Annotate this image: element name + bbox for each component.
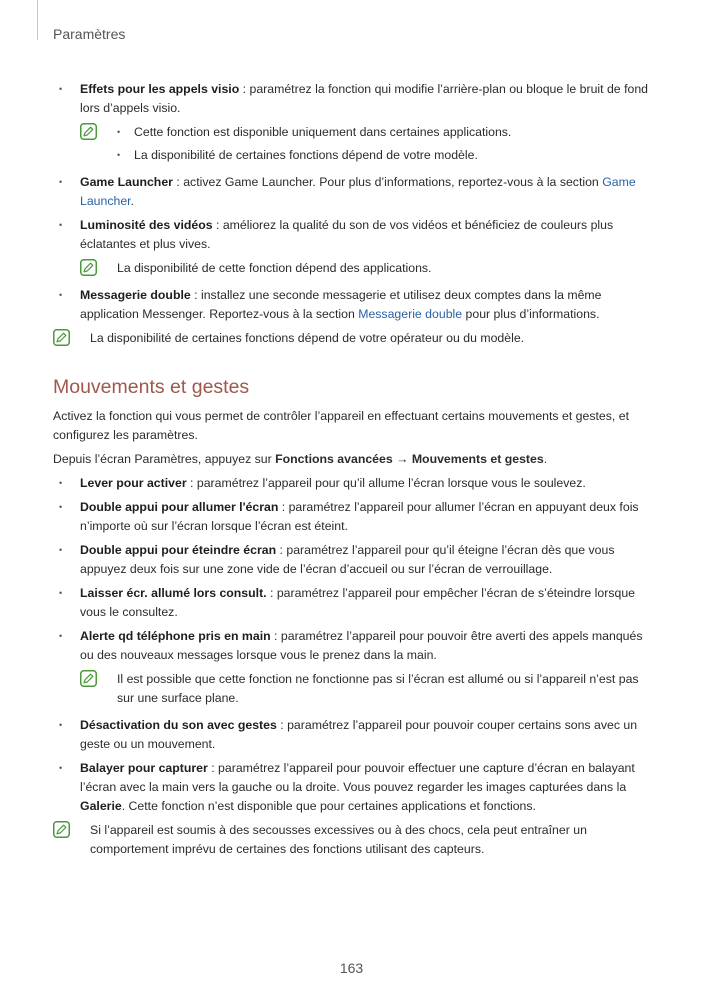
note-pencil-icon	[80, 670, 97, 687]
note-block	[80, 259, 653, 278]
item-title: Effets pour les appels visio	[80, 82, 240, 96]
list-item: • Balayer pour capturer : paramétrez l’appareil pour pouvoir effectuer une capture d’écran en balayant l’écran avec la main vers la gauche ou la droite. Vous pouvez regarder les images capturées dans la Galerie. Cette fonction n’est disponible que pour certaines applications et fonctions.	[53, 759, 653, 816]
list-item: • Double appui pour allumer l'écran : paramétrez l’appareil pour allumer l’écran en appuyant deux fois n’importe où sur l’écran lorsque l’écran est éteint.	[53, 498, 653, 536]
list-item: • Messagerie double : installez une seconde messagerie et utilisez deux comptes dans la même application Messenger. Reportez-vous à la section Messagerie double pour plus d’informations.	[53, 286, 653, 324]
note-text: La disponibilité de cette fonction dépend des applications.	[117, 261, 432, 275]
page-number: 163	[339, 960, 364, 976]
note-item: • La disponibilité de certaines fonctions dépend de votre modèle.	[117, 146, 653, 165]
note-pencil-icon	[80, 259, 97, 276]
item-title: Luminosité des vidéos	[80, 218, 213, 232]
list-item: • Double appui pour éteindre écran : paramétrez l’appareil pour qu’il éteigne l’écran dès que vous appuyez deux fois sur une zone vide de l’écran d’accueil ou sur l’écran de verrouillage.	[53, 541, 653, 579]
note-text: Il est possible que cette fonction ne fonctionne pas si l’écran est allumé ou si l’appareil n’est pas sur une surface plane.	[117, 672, 639, 705]
item-title: Double appui pour éteindre écran	[80, 543, 277, 557]
item-title: Game Launcher	[80, 175, 173, 189]
list-item: • Luminosité des vidéos : améliorez la qualité du son de vos vidéos et bénéficiez de couleurs plus éclatantes et plus vives.	[53, 216, 653, 254]
note-block	[80, 670, 653, 708]
note-block	[80, 123, 653, 165]
list-item: • Désactivation du son avec gestes : paramétrez l’appareil pour pouvoir couper certains sons avec un geste ou un mouvement.	[53, 716, 653, 754]
list-item: • Alerte qd téléphone pris en main : paramétrez l’appareil pour pouvoir être averti des appels manqués ou des nouveaux messages lorsque vous le prenez dans la main.	[53, 627, 653, 665]
page-content	[53, 80, 653, 867]
intro-paragraph: Activez la fonction qui vous permet de contrôler l’appareil en effectuant certains mouvements et gestes, et configurez les paramètres.	[53, 409, 629, 442]
note-pencil-icon	[80, 123, 97, 140]
galerie-label: Galerie	[80, 799, 122, 813]
note-text: Si l’appareil est soumis à des secousses excessives ou à des chocs, cela peut entraîner un comportement imprévu de certaines des fonctions utilisant des capteurs.	[90, 823, 587, 856]
note-pencil-icon	[53, 329, 70, 346]
note-text: La disponibilité de certaines fonctions dépend de votre opérateur ou du modèle.	[90, 331, 525, 345]
item-title: Double appui pour allumer l'écran	[80, 500, 279, 514]
item-title: Désactivation du son avec gestes	[80, 718, 277, 732]
list-item: • Effets pour les appels visio : paramétrez la fonction qui modifie l’arrière-plan ou bloque le bruit de fond lors d’appels visio.	[53, 80, 653, 118]
page-header-title: Paramètres	[53, 26, 126, 42]
section-heading: Mouvements et gestes	[53, 376, 250, 398]
list-item: • Laisser écr. allumé lors consult. : paramétrez l’appareil pour empêcher l’écran de s’éteindre lorsque vous le consultez.	[53, 584, 653, 622]
navigation-path: Depuis l’écran Paramètres, appuyez sur Fonctions avancées → Mouvements et gestes.	[53, 452, 548, 466]
list-item: • Game Launcher : activez Game Launcher. Pour plus d’informations, reportez-vous à la section Game Launcher.	[53, 173, 653, 211]
game-launcher-link[interactable]: Game Launcher	[80, 175, 636, 208]
item-title: Laisser écr. allumé lors consult.	[80, 586, 267, 600]
list-item: • Lever pour activer : paramétrez l’appareil pour qu’il allume l’écran lorsque vous le soulevez.	[53, 474, 653, 493]
messagerie-double-link[interactable]: Messagerie double	[358, 307, 463, 321]
header-divider	[37, 0, 38, 40]
note-pencil-icon	[53, 821, 70, 838]
note-block	[53, 821, 653, 859]
note-block	[53, 329, 653, 348]
item-title: Messagerie double	[80, 288, 191, 302]
item-title: Alerte qd téléphone pris en main	[80, 629, 271, 643]
note-item: • Cette fonction est disponible uniquement dans certaines applications.	[117, 123, 653, 142]
item-title: Lever pour activer	[80, 476, 187, 490]
item-title: Balayer pour capturer	[80, 761, 208, 775]
